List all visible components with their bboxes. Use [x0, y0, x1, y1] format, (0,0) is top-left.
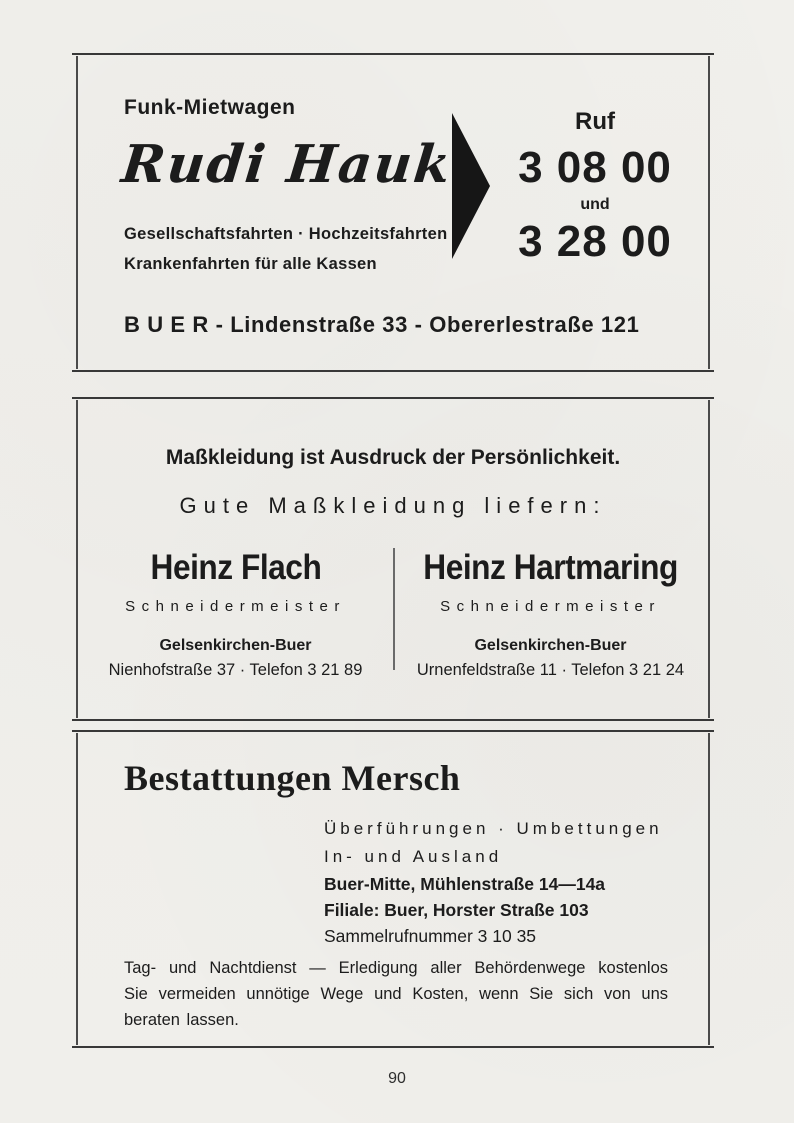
- funeral-address-block: [324, 871, 605, 949]
- tailor-left-street: Nienhofstraße 37 · Telefon 3 21 89: [108, 661, 363, 679]
- funeral-service-line-2: In- und Ausland: [324, 847, 503, 866]
- tailors-columns: [78, 548, 708, 680]
- tailors-ad-frame: [76, 400, 710, 718]
- tailor-right-street: Urnenfeldstraße 11 · Telefon 3 21 24: [416, 661, 685, 679]
- funeral-address-1: Buer-Mitte, Mühlenstraße 14—14a: [324, 874, 606, 894]
- tailor-right-column: [393, 548, 708, 680]
- taxi-kicker: Funk-Mietwagen: [124, 96, 296, 119]
- tailors-subline: Gute Maßkleidung liefern:: [179, 493, 607, 518]
- funeral-ad-frame: [76, 733, 710, 1045]
- tailors-headline: Maßkleidung ist Ausdruck der Persönlichkeit.: [165, 446, 621, 469]
- tailor-right-title: Schneidermeister: [440, 598, 661, 615]
- taxi-service-line-2: Krankenfahrten für alle Kassen: [124, 255, 377, 273]
- funeral-address-2: Filiale: Buer, Horster Straße 103: [324, 900, 589, 920]
- taxi-ad-frame: [76, 56, 710, 369]
- tailor-left-city: Gelsenkirchen-Buer: [159, 637, 312, 654]
- funeral-services-block: [324, 815, 663, 871]
- taxi-company-name: Rudi Hauk: [118, 134, 456, 195]
- tailor-left-title: Schneidermeister: [125, 598, 346, 615]
- funeral-note: [124, 955, 668, 1033]
- funeral-service-line-1: Überführungen · Umbettungen: [324, 819, 663, 838]
- funeral-company-name: Bestattungen Mersch: [124, 758, 461, 798]
- taxi-phone-2: 3 28 00: [518, 217, 672, 266]
- taxi-address: B U E R - Lindenstraße 33 - Obererlestraße 121: [124, 312, 640, 337]
- tailor-left-column: [78, 548, 393, 680]
- funeral-note-line-1: Tag- und Nachtdienst — Erledigung aller Behördenwege kostenlos: [124, 959, 668, 977]
- taxi-ruf-label: Ruf: [575, 108, 615, 135]
- tailor-left-name: Heinz Flach: [150, 546, 321, 587]
- taxi-phone-1: 3 08 00: [518, 143, 672, 192]
- funeral-note-line-3: beraten lassen.: [124, 1011, 239, 1029]
- page-number: 90: [388, 1070, 406, 1087]
- tailor-right-name: Heinz Hartmaring: [423, 546, 678, 587]
- tailor-right-city: Gelsenkirchen-Buer: [474, 637, 627, 654]
- funeral-note-line-2: Sie vermeiden unnötige Wege und Kosten, wenn Sie sich von uns: [124, 985, 668, 1003]
- taxi-phone-block: [476, 108, 714, 266]
- taxi-und-label: und: [580, 196, 610, 213]
- funeral-phone: Sammelrufnummer 3 10 35: [324, 926, 537, 946]
- taxi-service-line-1: Gesellschaftsfahrten · Hochzeitsfahrten: [124, 225, 448, 243]
